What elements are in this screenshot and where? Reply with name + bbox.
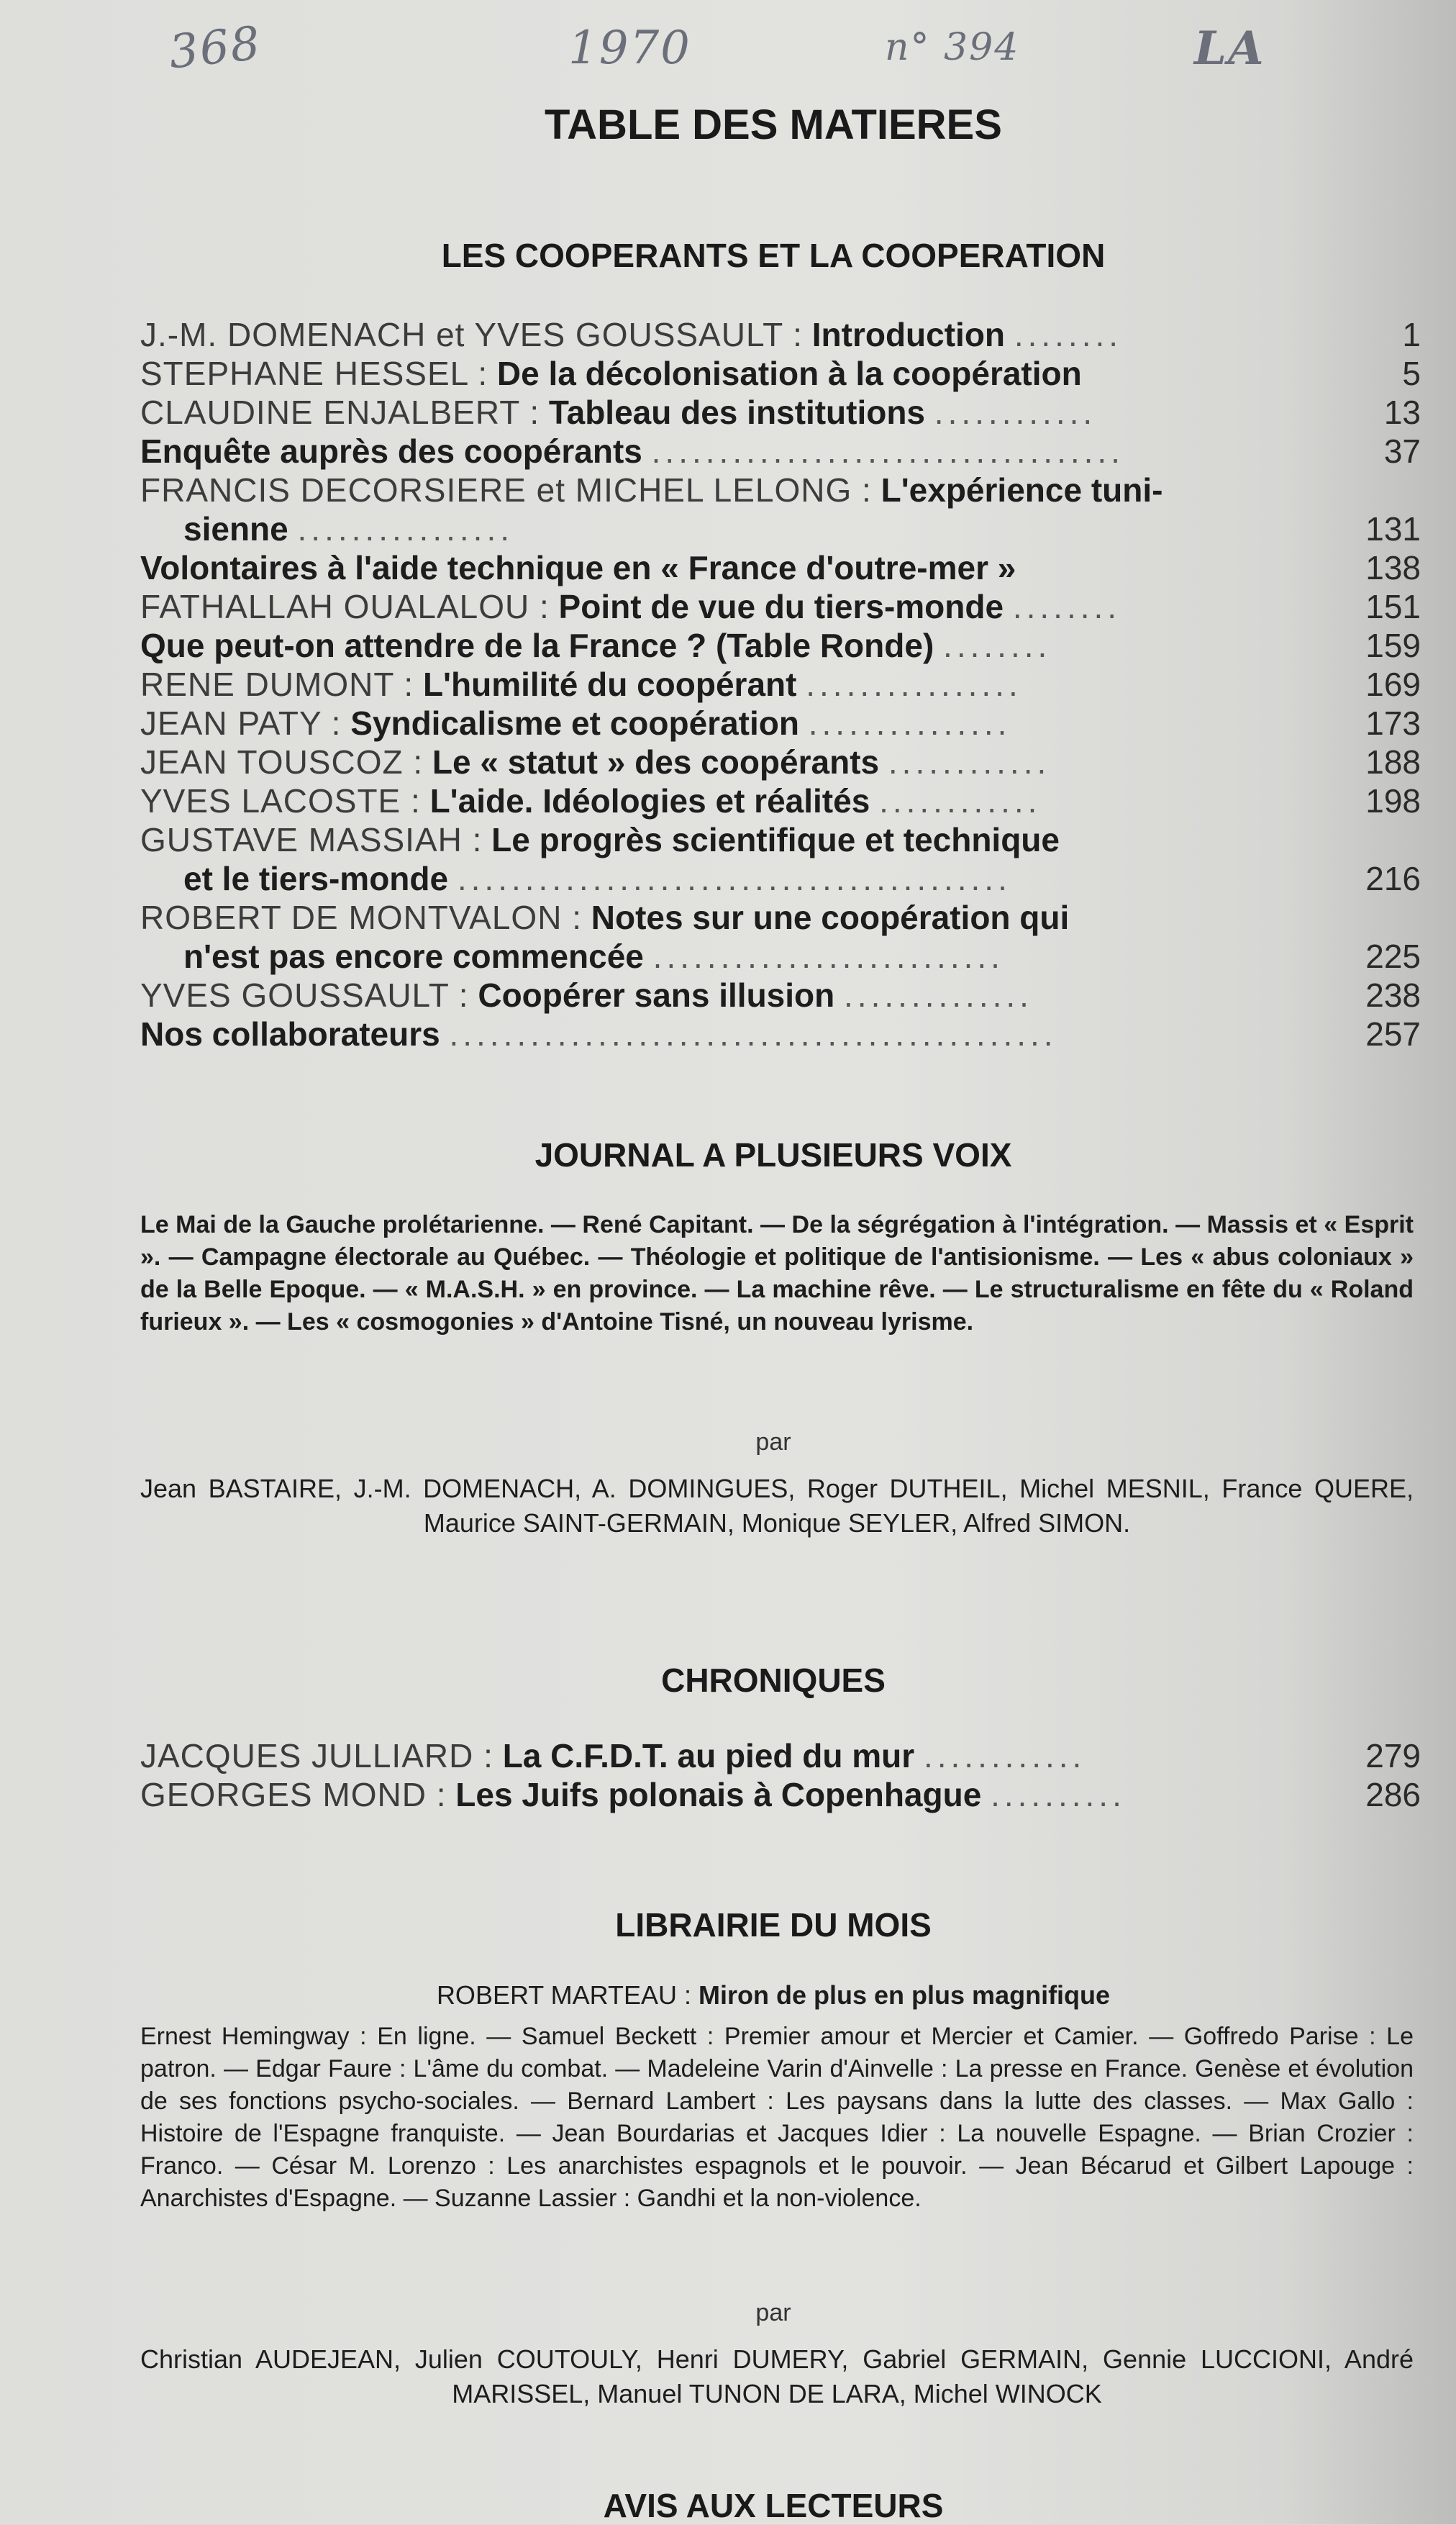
page-number: 198 (1365, 782, 1421, 820)
toc-entry: JEAN PATY : Syndicalisme et coopération ............... 173 (140, 704, 1421, 742)
section-heading-journal: JOURNAL A PLUSIEURS VOIX (534, 1136, 1012, 1174)
toc-entry: ROBERT DE MONTVALON : Notes sur une coopération qui (140, 899, 1070, 936)
page-number: 188 (1365, 743, 1421, 781)
handwritten-issue: n° 394 (885, 26, 1020, 69)
toc-entry: FATHALLAH OUALALOU : Point de vue du tiers-monde ........ 151 (140, 588, 1421, 625)
toc-entry: GUSTAVE MASSIAH : Le progrès scientifique et technique (140, 821, 1060, 858)
toc-entry: sienne ................ 131 (183, 510, 1421, 548)
page-number: 159 (1365, 627, 1421, 664)
toc-entry: JEAN TOUSCOZ : Le « statut » des coopérants ............ 188 (140, 743, 1421, 781)
page-number: 1 (1402, 316, 1421, 353)
page-number: 138 (1365, 549, 1421, 586)
toc-entry: CLAUDINE ENJALBERT : Tableau des institutions ............ 13 (140, 394, 1421, 431)
page-title: TABLE DES MATIERES (545, 101, 1002, 148)
librairie-lead (0, 1980, 1456, 2011)
toc-cooperation (140, 315, 1421, 1053)
section-heading-cooperation: LES COOPERANTS ET LA COOPERATION (441, 237, 1106, 274)
section-heading-librairie: LIBRAIRIE DU MOIS (615, 1906, 932, 1944)
toc-entry: Que peut-on attendre de la France ? (Table Ronde) ........ 159 (140, 627, 1421, 664)
toc-entry: STEPHANE HESSEL : De la décolonisation à la coopération 5 (140, 355, 1421, 392)
toc-entry: YVES GOUSSAULT : Coopérer sans illusion .............. 238 (140, 976, 1421, 1014)
page-number: 173 (1365, 704, 1421, 742)
toc-entry: RENE DUMONT : L'humilité du coopérant ................ 169 (140, 666, 1421, 703)
librairie-reviews: Ernest Hemingway : En ligne. — Samuel Beckett : Premier amour et Mercier et Camier. — Goffredo Parise : Le patron. — Edgar Faure : L'âme du combat. — Madeleine Varin d'Ainvelle : La presse en France. Genèse et évolution de ses fonctions psycho-sociales. — Bernard Lambert : Les paysans dans la lutte des classes. — Max Gallo : Histoire de l'Espagne franquiste. — Jean Bourdarias et Jacques Idier : La nouvelle Espagne. — Brian Crozier : Franco. — César M. Lorenzo : Les anarchistes espagnols et le pouvoir. — Jean Bécarud et Gilbert Lapouge : Anarchistes d'Espagne. — Suzanne Lassier : Gandhi et la non-violence. (140, 2023, 1414, 2212)
toc-entry: Volontaires à l'aide technique en « France d'outre-mer » 138 (140, 549, 1421, 586)
page-number: 131 (1365, 510, 1421, 548)
toc-entry: FRANCIS DECORSIERE et MICHEL LELONG : L'expérience tuni- (140, 471, 1163, 509)
page-number: 169 (1365, 666, 1421, 703)
page-number: 13 (1383, 394, 1421, 431)
page-number: 238 (1365, 976, 1421, 1014)
toc-entry: JACQUES JULLIARD : La C.F.D.T. au pied du mur ............ 279 (140, 1737, 1421, 1774)
journal-summary: Le Mai de la Gauche prolétarienne. — René Capitant. — De la ségrégation à l'intégration. — Massis et « Esprit ». — Campagne électorale au Québec. — Théologie et politique de l'antisionisme. — Les « abus coloniaux » de la Belle Epoque. — « M.A.S.H. » en province. — La machine rêve. — Le structuralisme en fête du « Roland furieux ». — Les « cosmogonies » d'Antoine Tisné, un nouveau lyrisme. (140, 1211, 1414, 1336)
toc-chroniques (140, 1736, 1421, 1814)
handwritten-code: LA (1194, 22, 1265, 76)
toc-entry: Nos collaborateurs ............................................. 257 (140, 1015, 1421, 1053)
journal-par: par (755, 1428, 791, 1456)
toc-entry: Enquête auprès des coopérants ................................... 37 (140, 432, 1421, 470)
journal-contributors: Jean BASTAIRE, J.-M. DOMENACH, A. DOMINGUES, Roger DUTHEIL, Michel MESNIL, France QUERE, Maurice SAINT-GERMAIN, Monique SEYLER, Alfred SIMON. (140, 1474, 1414, 1538)
page-number: 257 (1365, 1015, 1421, 1053)
handwritten-page-number: 368 (166, 17, 264, 80)
toc-entry: GEORGES MOND : Les Juifs polonais à Copenhague .......... 286 (140, 1776, 1421, 1813)
toc-entry: et le tiers-monde ......................................... 216 (183, 860, 1421, 897)
page-number: 279 (1365, 1737, 1421, 1774)
section-heading-chroniques: CHRONIQUES (661, 1662, 886, 1699)
page-number: 286 (1365, 1776, 1421, 1813)
page-number: 151 (1365, 588, 1421, 625)
page-number: 225 (1365, 938, 1421, 975)
librairie-par: par (755, 2299, 791, 2326)
page-number: 37 (1383, 432, 1421, 470)
toc-entry: YVES LACOSTE : L'aide. Idéologies et réalités ............ 198 (140, 782, 1421, 820)
section-heading-avis: AVIS AUX LECTEURS (603, 2487, 944, 2524)
librairie-contributors: Christian AUDEJEAN, Julien COUTOULY, Henri DUMERY, Gabriel GERMAIN, Gennie LUCCIONI, André MARISSEL, Manuel TUNON DE LARA, Michel WINOCK (140, 2344, 1414, 2408)
page-number: 216 (1365, 860, 1421, 897)
toc-entry: n'est pas encore commencée .......................... 225 (183, 938, 1421, 975)
handwritten-year: 1970 (568, 22, 691, 75)
toc-entry: J.-M. DOMENACH et YVES GOUSSAULT : Introduction ........ 1 (140, 316, 1421, 353)
librairie-lead-author: ROBERT MARTEAU : (436, 1980, 692, 2010)
librairie-lead-title: Miron de plus en plus magnifique (699, 1980, 1111, 2010)
page-number: 5 (1402, 355, 1421, 392)
